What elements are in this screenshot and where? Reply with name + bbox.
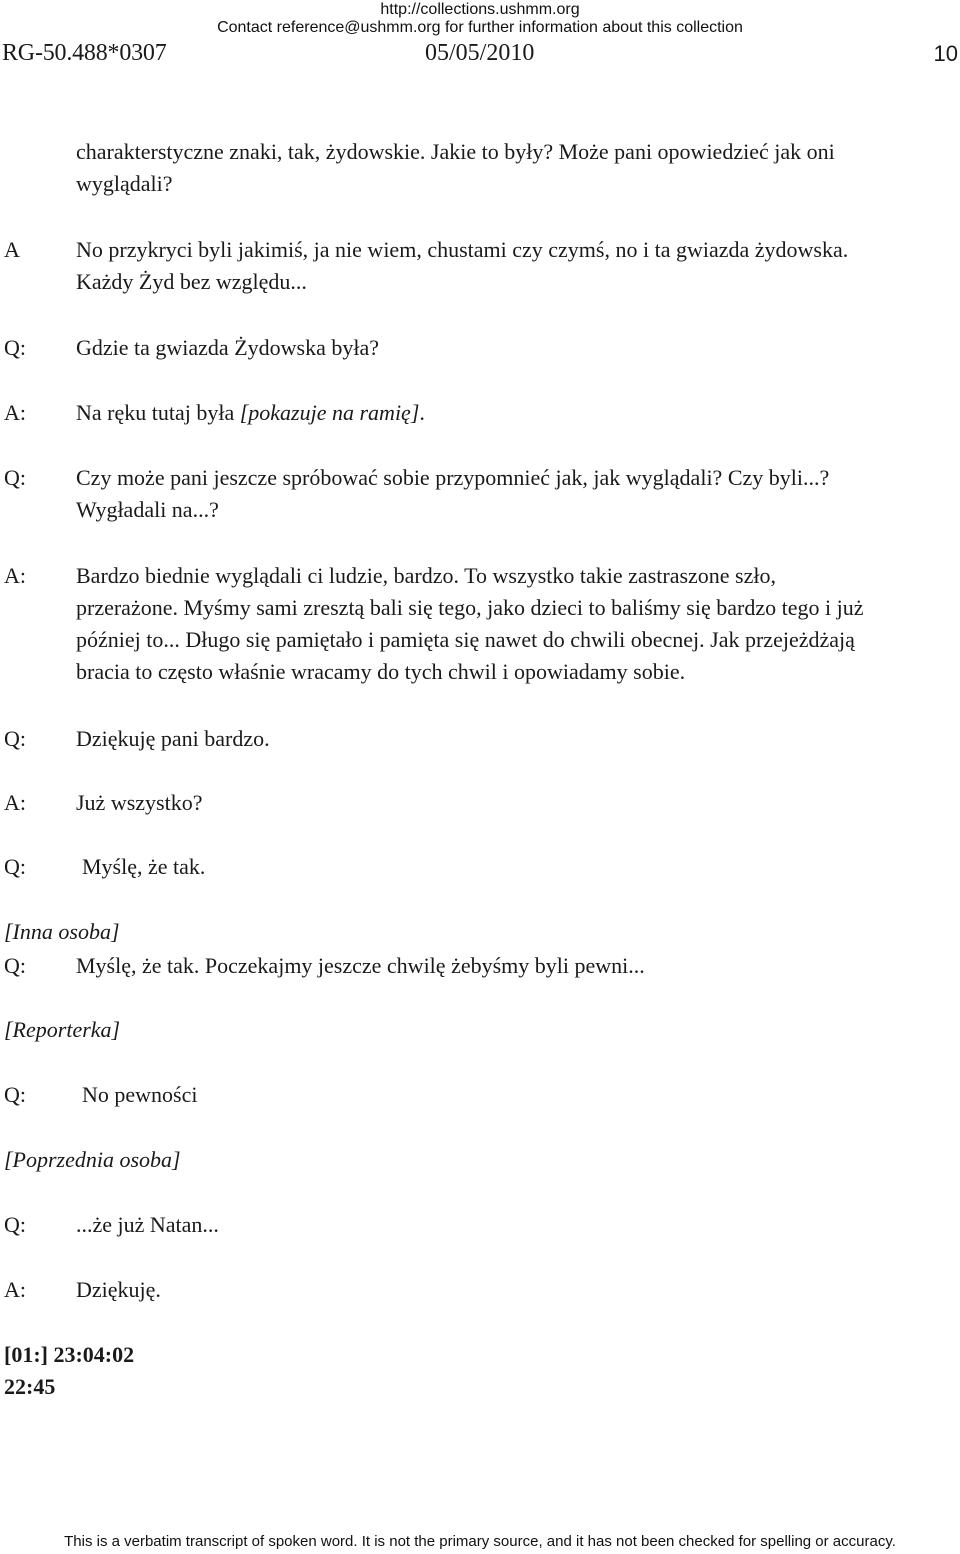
speaker-label: Q: [4, 726, 26, 751]
speaker-label: A: [4, 400, 26, 425]
collection-url: http://collections.ushmm.org [380, 1, 580, 18]
footer-disclaimer: This is a verbatim transcript of spoken word. It is not the primary source, and it has not been checked for spelling or accuracy. [64, 1533, 896, 1550]
speaker-label: Q: [4, 1082, 26, 1107]
question-text: Myślę, że tak. Poczekajmy jeszcze chwilę żebyśmy byli pewni... [76, 953, 645, 978]
answer-text: Już wszystko? [76, 790, 203, 815]
speaker-label: Q: [4, 1212, 26, 1237]
document-date: 05/05/2010 [425, 40, 535, 66]
contact-line: Contact reference@ushmm.org for further information about this collection [217, 19, 743, 36]
speaker-label: Q: [4, 465, 26, 490]
document-id: RG-50.488*0307 [2, 40, 167, 66]
stage-direction: [pokazuje na ramię] [239, 400, 420, 425]
question-text: Wygładali na...? [76, 497, 219, 522]
answer-text [76, 397, 958, 429]
speaker-tag: [Inna osoba] [4, 919, 120, 944]
page-number: 10 [933, 41, 958, 66]
answer-text: Dziękuję. [76, 1277, 161, 1302]
speaker-tag: [Poprzednia osoba] [4, 1147, 181, 1172]
transcript-line: wyglądali? [76, 171, 173, 196]
answer-text: bracia to często właśnie wracamy do tych chwil i opowiadamy sobie. [76, 659, 686, 684]
speaker-label: A: [4, 1277, 26, 1302]
answer-text: przerażone. Myśmy sami zresztą bali się tego, jako dzieci to baliśmy się bardzo tego i już [76, 595, 864, 620]
answer-text: później to... Długo się pamiętało i pamięta się nawet do chwili obecnej. Jak przejeżdżają [76, 627, 855, 652]
speaker-label: Q: [4, 335, 26, 360]
answer-text-part: Na ręku tutaj była [76, 400, 240, 425]
question-text: Gdzie ta gwiazda Żydowska była? [76, 335, 379, 360]
answer-text: No przykryci byli jakimiś, ja nie wiem, chustami czy czymś, no i ta gwiazda żydowska. [76, 237, 849, 262]
question-text: ...że już Natan... [76, 1212, 219, 1237]
question-text: No pewności [82, 1082, 198, 1107]
speaker-tag: [Reporterka] [4, 1017, 121, 1042]
timestamp: 22:45 [4, 1374, 56, 1399]
transcript-line: charakterstyczne znaki, tak, żydowskie. Jakie to były? Może pani opowiedzieć jak oni [76, 139, 835, 164]
answer-text: Bardzo biednie wyglądali ci ludzie, bardzo. To wszystko takie zastraszone szło, [76, 563, 776, 588]
speaker-label: Q: [4, 854, 26, 879]
timestamp: [01:] 23:04:02 [4, 1342, 135, 1367]
speaker-label: A: [4, 563, 26, 588]
question-text: Czy może pani jeszcze spróbować sobie przypomnieć jak, jak wyglądali? Czy byli...? [76, 465, 830, 490]
answer-text-part: . [419, 400, 425, 425]
speaker-label: A: [4, 790, 26, 815]
question-text: Dziękuję pani bardzo. [76, 726, 270, 751]
answer-text: Każdy Żyd bez względu... [76, 269, 307, 294]
speaker-label: A [4, 237, 20, 262]
speaker-label: Q: [4, 953, 26, 978]
question-text: Myślę, że tak. [82, 854, 206, 879]
